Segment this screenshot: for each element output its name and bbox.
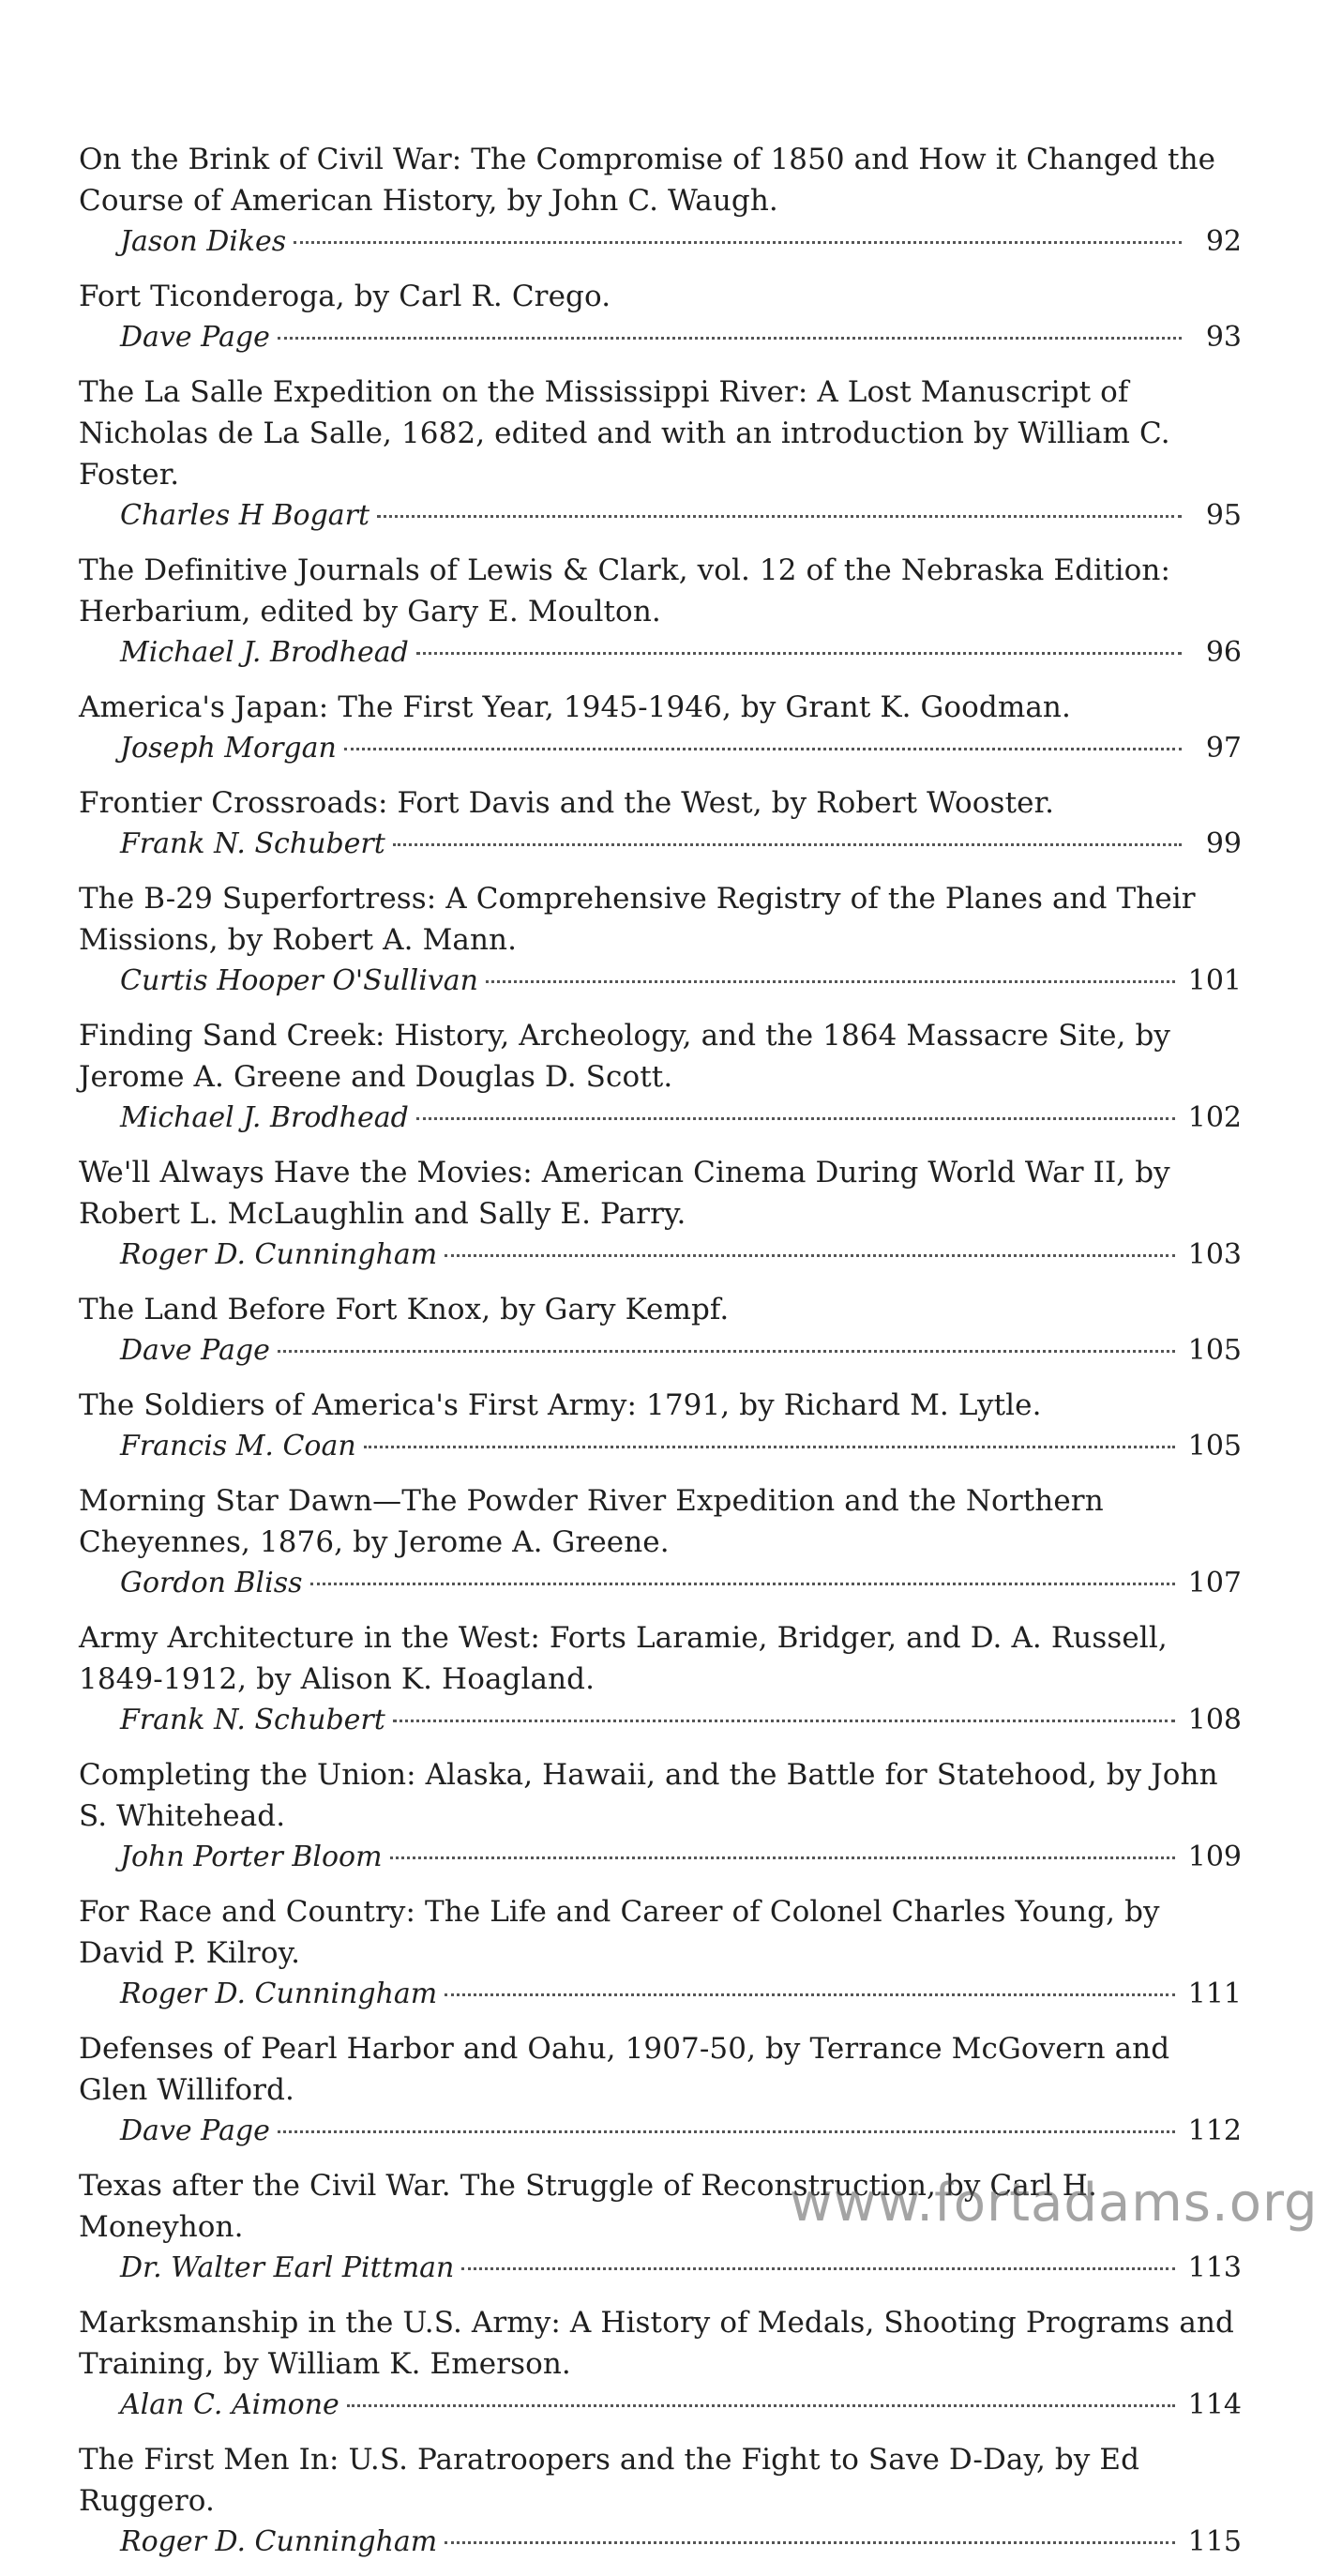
page-number: 93 — [1205, 321, 1242, 354]
dot-leader — [486, 980, 1175, 983]
book-title: Texas after the Civil War. The Struggle of Reconstruction, by Carl H. Moneyhon. — [79, 2169, 1097, 2244]
reviewer-row — [79, 1700, 1242, 1741]
dot-leader — [393, 1720, 1175, 1722]
book-title: Completing the Union: Alaska, Hawaii, and the Battle for Statehood, by John S. Whitehead. — [79, 1758, 1218, 1833]
reviewer-name: Jason Dikes — [120, 225, 287, 258]
reviewer-row — [79, 824, 1242, 865]
reviewer-name: Michael J. Brodhead — [120, 636, 409, 669]
book-title: The B-29 Superfortress: A Comprehensive Registry of the Planes and Their Missions, by Robert A. Mann. — [79, 882, 1196, 957]
reviewer-name: Alan C. Aimone — [120, 2388, 339, 2421]
book-title: Fort Ticonderoga, by Carl R. Crego. — [79, 280, 611, 313]
page-number: 97 — [1205, 732, 1242, 765]
book-title: Morning Star Dawn—The Powder River Expedition and the Northern Cheyennes, 1876, by Jerome A. Greene. — [79, 1484, 1104, 1559]
book-title: The Definitive Journals of Lewis & Clark, vol. 12 of the Nebraska Edition: Herbarium, edited by Gary E. Moulton. — [79, 553, 1170, 629]
reviewer-name: Joseph Morgan — [120, 732, 337, 765]
page-number: 108 — [1187, 1704, 1242, 1736]
dot-leader — [347, 2404, 1175, 2407]
book-title: The Land Before Fort Knox, by Gary Kempf. — [79, 1293, 730, 1326]
book-title: Army Architecture in the West: Forts Laramie, Bridger, and D. A. Russell, 1849-1912, by Alison K. Hoagland. — [79, 1621, 1168, 1696]
reviewer-row — [79, 1563, 1242, 1604]
dot-leader — [294, 241, 1182, 244]
reviewer-name: Dr. Walter Earl Pittman — [120, 2251, 455, 2284]
reviewer-row — [79, 728, 1242, 769]
dot-leader — [445, 1254, 1175, 1257]
review-entry — [79, 2028, 1242, 2152]
dot-leader — [416, 652, 1182, 655]
reviewer-name: Curtis Hooper O'Sullivan — [120, 964, 478, 997]
book-title: The Soldiers of America's First Army: 1791, by Richard M. Lytle. — [79, 1388, 1042, 1422]
review-entry — [79, 782, 1242, 865]
page-number: 112 — [1187, 2114, 1242, 2147]
page-number: 105 — [1187, 1334, 1242, 1367]
reviewer-name: Dave Page — [120, 2114, 270, 2147]
book-title: Marksmanship in the U.S. Army: A History of Medals, Shooting Programs and Training, by William K. Emerson. — [79, 2306, 1234, 2381]
review-entry — [79, 2302, 1242, 2426]
page-number: 96 — [1205, 636, 1242, 669]
dot-leader — [416, 1117, 1175, 1120]
reviewer-row — [79, 317, 1242, 358]
reviewer-name: Roger D. Cunningham — [120, 2525, 438, 2558]
review-entry — [79, 1152, 1242, 1276]
dot-leader — [445, 2541, 1175, 2544]
review-entry — [79, 550, 1242, 674]
reviewer-row — [79, 632, 1242, 674]
reviewer-name: Michael J. Brodhead — [120, 1101, 409, 1134]
page-number: 114 — [1187, 2388, 1242, 2421]
review-entry — [79, 371, 1242, 537]
dot-leader — [377, 515, 1182, 518]
reviewer-row — [79, 221, 1242, 263]
reviewer-name: Francis M. Coan — [120, 1430, 356, 1462]
page-number: 92 — [1205, 225, 1242, 258]
book-title: Defenses of Pearl Harbor and Oahu, 1907-50, by Terrance McGovern and Glen Williford. — [79, 2032, 1170, 2107]
book-title: On the Brink of Civil War: The Compromise of 1850 and How it Changed the Course of American History, by John C. Waugh. — [79, 143, 1216, 218]
page-number: 109 — [1187, 1841, 1242, 1873]
reviewer-row — [79, 2522, 1242, 2563]
reviewer-name: Frank N. Schubert — [120, 1704, 385, 1736]
reviewer-row — [79, 961, 1242, 1002]
reviewer-name: Dave Page — [120, 321, 270, 354]
dot-leader — [344, 748, 1182, 750]
reviewer-name: Dave Page — [120, 1334, 270, 1367]
dot-leader — [278, 337, 1182, 340]
book-title: We'll Always Have the Movies: American Cinema During World War II, by Robert L. McLaughlin and Sally E. Parry. — [79, 1156, 1170, 1231]
page-number: 113 — [1187, 2251, 1242, 2284]
reviewer-row — [79, 1837, 1242, 1878]
page-number: 115 — [1187, 2525, 1242, 2558]
dot-leader — [445, 1993, 1175, 1996]
page-number: 95 — [1205, 499, 1242, 532]
reviewer-name: Roger D. Cunningham — [120, 1238, 438, 1271]
reviewer-row — [79, 2111, 1242, 2152]
dot-leader — [278, 2130, 1175, 2133]
page-number: 111 — [1187, 1977, 1242, 2010]
reviewer-name: Charles H Bogart — [120, 499, 370, 532]
reviewer-row — [79, 2385, 1242, 2426]
reviewer-name: Gordon Bliss — [120, 1567, 303, 1599]
site-watermark: www.fortadams.org — [790, 2173, 1319, 2234]
book-title: America's Japan: The First Year, 1945-1946, by Grant K. Goodman. — [79, 690, 1071, 724]
dot-leader — [393, 843, 1182, 846]
review-entry — [79, 276, 1242, 358]
review-entry — [79, 1015, 1242, 1139]
book-title: Frontier Crossroads: Fort Davis and the West, by Robert Wooster. — [79, 786, 1055, 820]
reviewer-row — [79, 2248, 1242, 2289]
page-number: 99 — [1205, 827, 1242, 860]
review-entry — [79, 2439, 1242, 2563]
reviewer-name: Frank N. Schubert — [120, 827, 385, 860]
review-entry — [79, 878, 1242, 1002]
dot-leader — [390, 1856, 1175, 1859]
dot-leader — [364, 1446, 1175, 1448]
book-title: The La Salle Expedition on the Mississippi River: A Lost Manuscript of Nicholas de La Salle, 1682, edited and with an introduction by William C. Foster. — [79, 375, 1170, 492]
dot-leader — [310, 1583, 1175, 1585]
review-entry — [79, 1754, 1242, 1878]
reviewer-row — [79, 1974, 1242, 2015]
reviewer-row — [79, 1330, 1242, 1371]
review-entry — [79, 139, 1242, 263]
review-entry — [79, 687, 1242, 769]
reviewer-name: John Porter Bloom — [120, 1841, 383, 1873]
review-entry — [79, 1617, 1242, 1741]
review-entry — [79, 1480, 1242, 1604]
page-number: 107 — [1187, 1567, 1242, 1599]
reviewer-row — [79, 1426, 1242, 1467]
page-number: 105 — [1187, 1430, 1242, 1462]
reviewer-row — [79, 1235, 1242, 1276]
book-title: Finding Sand Creek: History, Archeology, and the 1864 Massacre Site, by Jerome A. Greene and Douglas D. Scott. — [79, 1019, 1171, 1094]
dot-leader — [278, 1350, 1175, 1353]
book-title: For Race and Country: The Life and Career of Colonel Charles Young, by David P. Kilroy. — [79, 1895, 1160, 1970]
reviewer-row — [79, 495, 1242, 537]
book-title: The First Men In: U.S. Paratroopers and the Fight to Save D-Day, by Ed Ruggero. — [79, 2443, 1140, 2518]
reviewer-row — [79, 1098, 1242, 1139]
reviewer-name: Roger D. Cunningham — [120, 1977, 438, 2010]
review-entry — [79, 1891, 1242, 2015]
page-number: 103 — [1187, 1238, 1242, 1271]
page-number: 102 — [1187, 1101, 1242, 1134]
dot-leader — [461, 2267, 1174, 2270]
review-entry — [79, 1385, 1242, 1467]
page-number: 101 — [1187, 964, 1242, 997]
review-entry — [79, 1289, 1242, 1371]
